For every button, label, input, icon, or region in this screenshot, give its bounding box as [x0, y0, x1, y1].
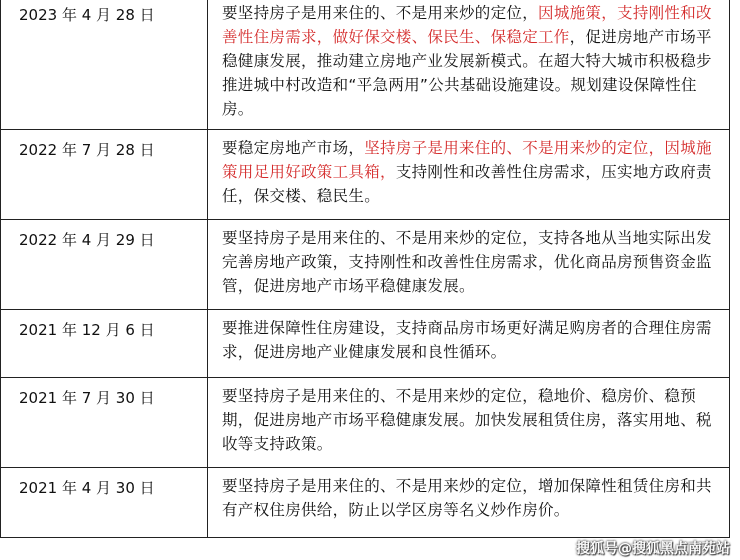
- watermark: 搜狐号@搜狐黑点南苑站: [576, 541, 730, 557]
- table-row: [1, 220, 730, 310]
- policy-text-cell: [208, 220, 730, 310]
- table-row: [1, 310, 730, 378]
- policy-text-cell: [208, 468, 730, 538]
- policy-text-cell: [208, 0, 730, 130]
- table-row: [1, 378, 730, 468]
- highlighted-text: 坚持房子是用来住的、不是用来炒的定位，因城施策用足用好政策工具箱，: [222, 139, 712, 181]
- table-row: [1, 0, 730, 130]
- table-row: [1, 468, 730, 538]
- policy-text-cell: [208, 130, 730, 220]
- policy-text: 要坚持房子是用来住的、不是用来炒的定位，稳地价、稳房价、稳预期，促进房地产市场平稳健康发展。加快发展租赁住房，落实用地、税收等支持政策。: [222, 387, 712, 453]
- policy-text: 要坚持房子是用来住的、不是用来炒的定位，增加保障性租赁住房和共有产权住房供给，防止以学区房等名义炒作房价。: [222, 477, 712, 519]
- policy-text: 要坚持房子是用来住的、不是用来炒的定位，支持各地从当地实际出发完善房地产政策，支持刚性和改善性住房需求，优化商品房预售资金监管，促进房地产市场平稳健康发展。: [222, 229, 712, 295]
- policy-table-body: [1, 0, 730, 538]
- policy-text-cell: [208, 310, 730, 378]
- table-row: [1, 130, 730, 220]
- policy-text: 要坚持房子是用来住的、不是用来炒的定位，: [222, 4, 539, 22]
- policy-text-cell: [208, 378, 730, 468]
- date-cell: 2022 年 4 月 29 日: [1, 220, 208, 310]
- policy-text: 要稳定房地产市场，: [222, 139, 365, 157]
- policy-text: 要推进保障性住房建设，支持商品房市场更好满足购房者的合理住房需求，促进房地产业健康发展和良性循环。: [222, 319, 712, 361]
- date-cell: 2021 年 12 月 6 日: [1, 310, 208, 378]
- policy-text: 支持刚性和改善性住房需求，压实地方政府责任，保交楼、稳民生。: [222, 163, 712, 205]
- highlighted-text: 因城施策，支持刚性和改善性住房需求，做好保交楼、保民生、保稳定工作: [222, 4, 712, 46]
- date-cell: 2021 年 4 月 30 日: [1, 468, 208, 538]
- policy-text: ，促进房地产市场平稳健康发展，推动建立房地产业发展新模式。在超大特大城市积极稳步推进城中村改造和“平急两用”公共基础设施建设。规划建设保障性住房。: [222, 28, 712, 118]
- date-cell: 2023 年 4 月 28 日: [1, 0, 208, 130]
- date-cell: 2022 年 7 月 28 日: [1, 130, 208, 220]
- date-cell: 2021 年 7 月 30 日: [1, 378, 208, 468]
